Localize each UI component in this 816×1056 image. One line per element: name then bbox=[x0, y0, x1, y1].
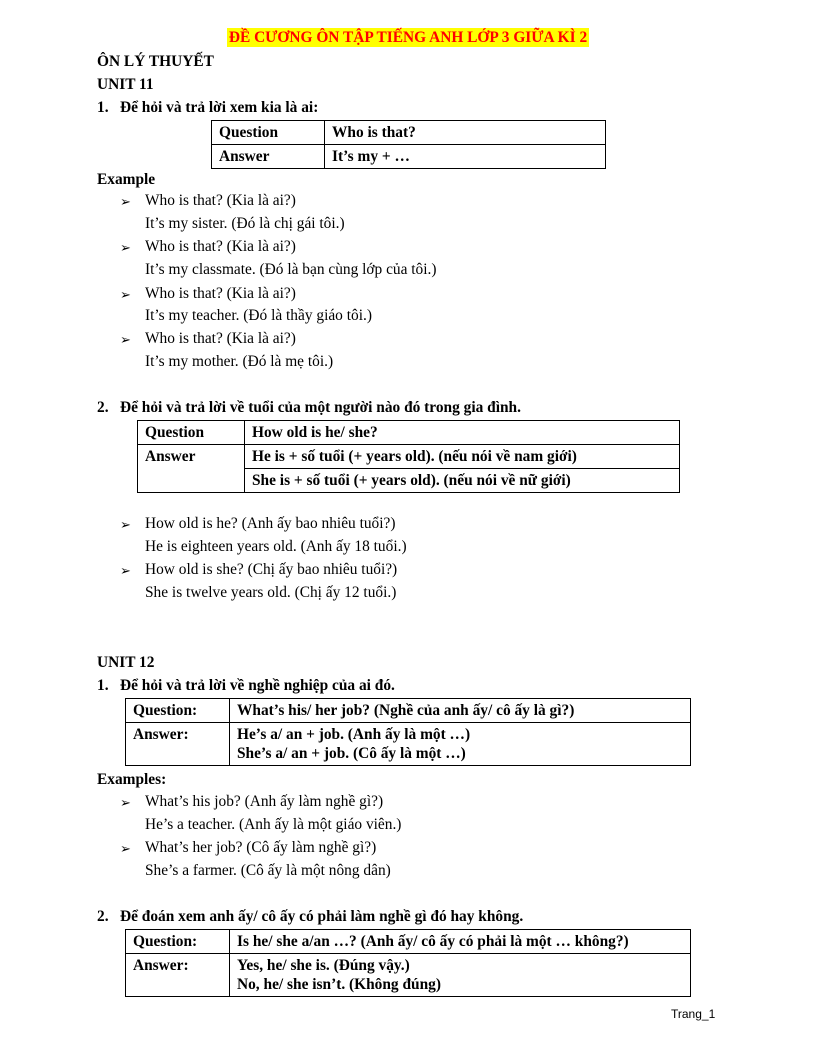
arrow-bullet-icon: ➢ bbox=[120, 841, 131, 856]
unit11-q2-title: Để hỏi và trả lời về tuổi của một người nào đó trong gia đình. bbox=[120, 399, 521, 416]
arrow-bullet-icon: ➢ bbox=[120, 194, 131, 209]
unit11-q2-number: 2. bbox=[97, 399, 109, 416]
table-question-value: Who is that? bbox=[325, 121, 606, 145]
answer-line: He’s a/ an + job. (Anh ấy là một …) bbox=[237, 726, 471, 743]
document-title: ĐỀ CƯƠNG ÔN TẬP TIẾNG ANH LỚP 3 GIỮA KÌ 2 bbox=[228, 29, 588, 46]
unit12-q2-number: 2. bbox=[97, 908, 109, 925]
table-answer-value bbox=[230, 723, 691, 766]
example-answer: It’s my classmate. (Đó là bạn cùng lớp của tôi.) bbox=[145, 261, 437, 278]
example-answer: It’s my mother. (Đó là mẹ tôi.) bbox=[145, 353, 334, 370]
arrow-bullet-icon: ➢ bbox=[120, 332, 131, 347]
unit12-q2-table bbox=[125, 929, 691, 997]
section-heading: ÔN LÝ THUYẾT bbox=[97, 53, 214, 70]
table-answer-value: He is + số tuổi (+ years old). (nếu nói về nam giới) bbox=[245, 445, 680, 469]
arrow-bullet-icon: ➢ bbox=[120, 563, 131, 578]
unit11-q2-table bbox=[137, 420, 680, 493]
unit11-q1-number: 1. bbox=[97, 99, 109, 116]
table-question-value: What’s his/ her job? (Nghề của anh ấy/ cô ấy là gì?) bbox=[230, 699, 691, 723]
arrow-bullet-icon: ➢ bbox=[120, 240, 131, 255]
table-question-label: Question: bbox=[126, 930, 230, 954]
example-question: Who is that? (Kia là ai?) bbox=[145, 330, 296, 347]
table-question-label: Question bbox=[212, 121, 325, 145]
unit11-example-label: Example bbox=[97, 171, 156, 188]
unit12-q1-number: 1. bbox=[97, 677, 109, 694]
arrow-bullet-icon: ➢ bbox=[120, 287, 131, 302]
example-question: Who is that? (Kia là ai?) bbox=[145, 192, 296, 209]
table-answer-value: It’s my + … bbox=[325, 145, 606, 169]
arrow-bullet-icon: ➢ bbox=[120, 795, 131, 810]
unit12-q1-table bbox=[125, 698, 691, 766]
example-question: How old is he? (Anh ấy bao nhiêu tuổi?) bbox=[145, 515, 396, 532]
unit11-q1-table bbox=[211, 120, 606, 169]
example-question: What’s her job? (Cô ấy làm nghề gì?) bbox=[145, 839, 377, 856]
table-answer-value bbox=[230, 954, 691, 997]
example-answer: He’s a teacher. (Anh ấy là một giáo viên.) bbox=[145, 816, 402, 833]
unit12-q2-title: Để đoán xem anh ấy/ cô ấy có phải làm nghề gì đó hay không. bbox=[120, 908, 524, 925]
arrow-bullet-icon: ➢ bbox=[120, 517, 131, 532]
answer-line: She’s a/ an + job. (Cô ấy là một …) bbox=[237, 745, 466, 762]
table-answer-label: Answer: bbox=[126, 954, 230, 997]
table-question-label: Question bbox=[138, 421, 245, 445]
example-answer: It’s my teacher. (Đó là thầy giáo tôi.) bbox=[145, 307, 372, 324]
answer-line: Yes, he/ she is. (Đúng vậy.) bbox=[237, 957, 410, 974]
unit11-q1-title: Để hỏi và trả lời xem kia là ai: bbox=[120, 99, 319, 116]
example-answer: He is eighteen years old. (Anh ấy 18 tuổi.) bbox=[145, 538, 407, 555]
example-question: Who is that? (Kia là ai?) bbox=[145, 285, 296, 302]
example-question: How old is she? (Chị ấy bao nhiêu tuổi?) bbox=[145, 561, 398, 578]
example-question: Who is that? (Kia là ai?) bbox=[145, 238, 296, 255]
answer-line: No, he/ she isn’t. (Không đúng) bbox=[237, 976, 441, 993]
unit12-q1-title: Để hỏi và trả lời về nghề nghiệp của ai đó. bbox=[120, 677, 395, 694]
table-answer-label: Answer bbox=[138, 445, 245, 493]
example-answer: It’s my sister. (Đó là chị gái tôi.) bbox=[145, 215, 345, 232]
example-question: What’s his job? (Anh ấy làm nghề gì?) bbox=[145, 793, 384, 810]
table-answer-label: Answer: bbox=[126, 723, 230, 766]
unit11-heading: UNIT 11 bbox=[97, 76, 154, 93]
table-answer-value: She is + số tuổi (+ years old). (nếu nói về nữ giới) bbox=[245, 469, 680, 493]
example-answer: She is twelve years old. (Chị ấy 12 tuổi.) bbox=[145, 584, 397, 601]
table-question-value: Is he/ she a/an …? (Anh ấy/ cô ấy có phải là một … không?) bbox=[230, 930, 691, 954]
table-question-label: Question: bbox=[126, 699, 230, 723]
table-question-value: How old is he/ she? bbox=[245, 421, 680, 445]
table-answer-label: Answer bbox=[212, 145, 325, 169]
page-number: Trang_1 bbox=[671, 1007, 716, 1021]
unit12-heading: UNIT 12 bbox=[97, 654, 155, 671]
example-answer: She’s a farmer. (Cô ấy là một nông dân) bbox=[145, 862, 391, 879]
unit12-example-label: Examples: bbox=[97, 771, 167, 788]
